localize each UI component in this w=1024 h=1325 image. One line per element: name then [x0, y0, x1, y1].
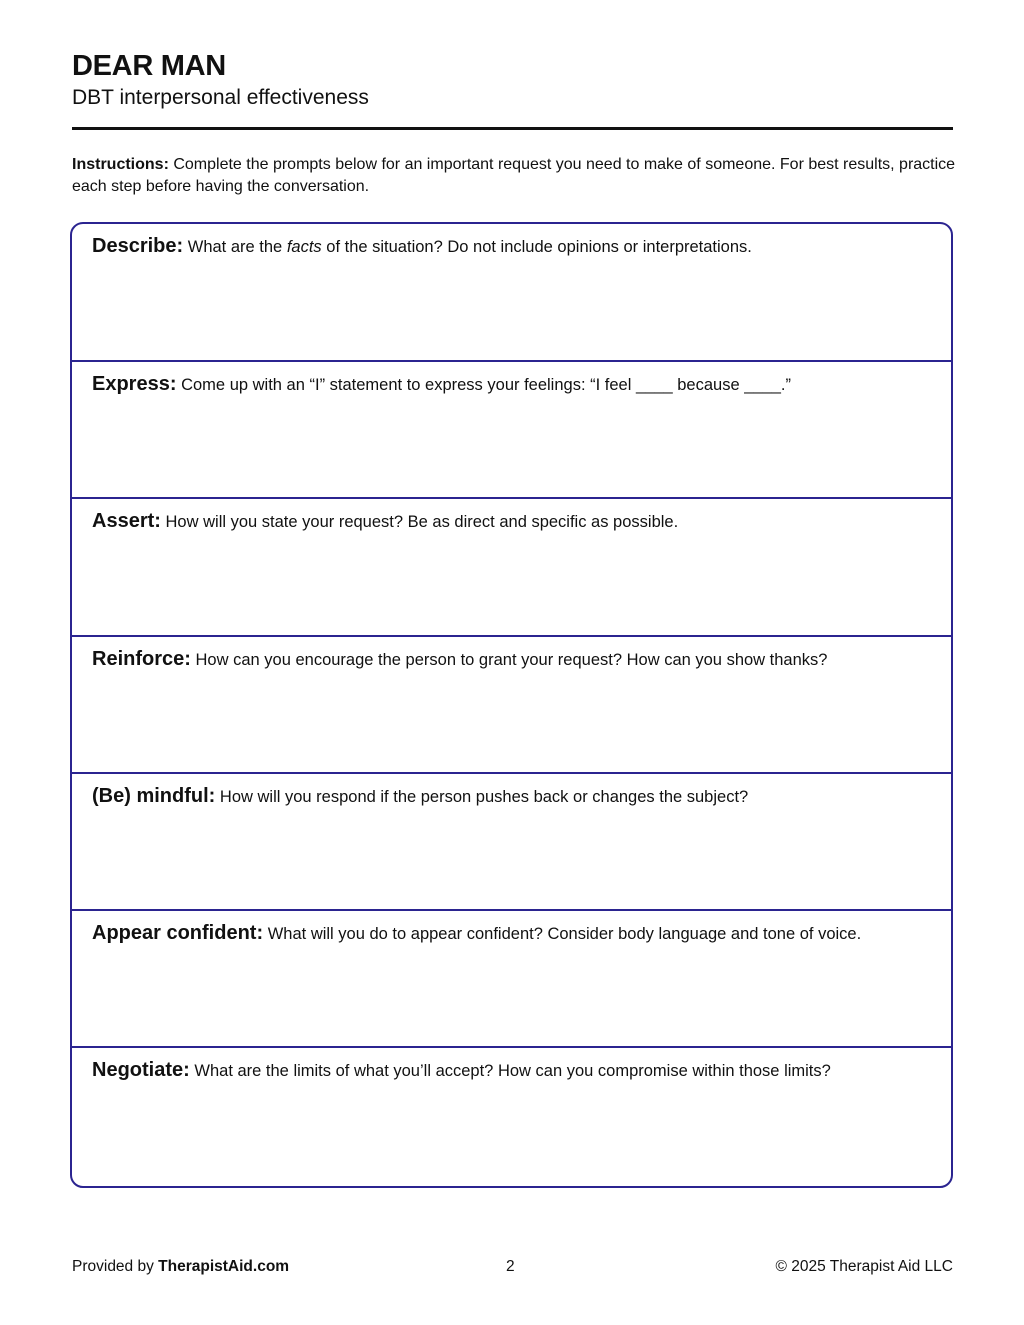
- section-prompt: How can you encourage the person to grant your request? How can you show thanks?: [195, 651, 828, 669]
- instructions-text: Complete the prompts below for an important request you need to make of someone. For best results, practice each step before having the conversation.: [72, 156, 956, 195]
- section-label: (Be) mindful:: [92, 785, 216, 807]
- section-label: Appear confident:: [92, 922, 264, 944]
- section-label: Express:: [92, 373, 177, 395]
- page-number: 2: [506, 1258, 515, 1275]
- section-assert[interactable]: [72, 499, 951, 637]
- section-prompt: How will you state your request? Be as direct and specific as possible.: [165, 513, 679, 531]
- section-prompt: What are the facts of the situation? Do not include opinions or interpretations.: [187, 238, 752, 256]
- section-negotiate[interactable]: [72, 1048, 951, 1186]
- section-label: Assert:: [92, 510, 161, 532]
- instructions: [72, 154, 957, 198]
- footer-copyright: © 2025 Therapist Aid LLC: [775, 1258, 953, 1275]
- section-prompt: What are the limits of what you’ll accept? How can you compromise within those limits?: [194, 1062, 831, 1080]
- instructions-label: Instructions:: [72, 156, 169, 173]
- section-reinforce[interactable]: [72, 637, 951, 774]
- section-label: Describe:: [92, 235, 184, 257]
- footer-provided-by: Provided by TherapistAid.com: [72, 1258, 290, 1275]
- page-title: DEAR MAN: [72, 50, 226, 82]
- section-be-mindful[interactable]: [72, 774, 951, 911]
- worksheet-sections: [70, 222, 953, 1188]
- page-subtitle: DBT interpersonal effectiveness: [72, 86, 369, 109]
- section-label: Negotiate:: [92, 1059, 190, 1081]
- header-divider: [72, 127, 953, 130]
- footer-site-link[interactable]: TherapistAid.com: [158, 1258, 290, 1275]
- section-prompt: Come up with an “I” statement to express your feelings: “I feel ____ because ____.”: [181, 376, 792, 394]
- section-describe[interactable]: [72, 224, 951, 362]
- section-prompt: How will you respond if the person pushes back or changes the subject?: [219, 788, 749, 806]
- section-appear-confident[interactable]: [72, 911, 951, 1048]
- section-label: Reinforce:: [92, 648, 191, 670]
- section-express[interactable]: [72, 362, 951, 499]
- section-prompt: What will you do to appear confident? Consider body language and tone of voice.: [267, 925, 862, 943]
